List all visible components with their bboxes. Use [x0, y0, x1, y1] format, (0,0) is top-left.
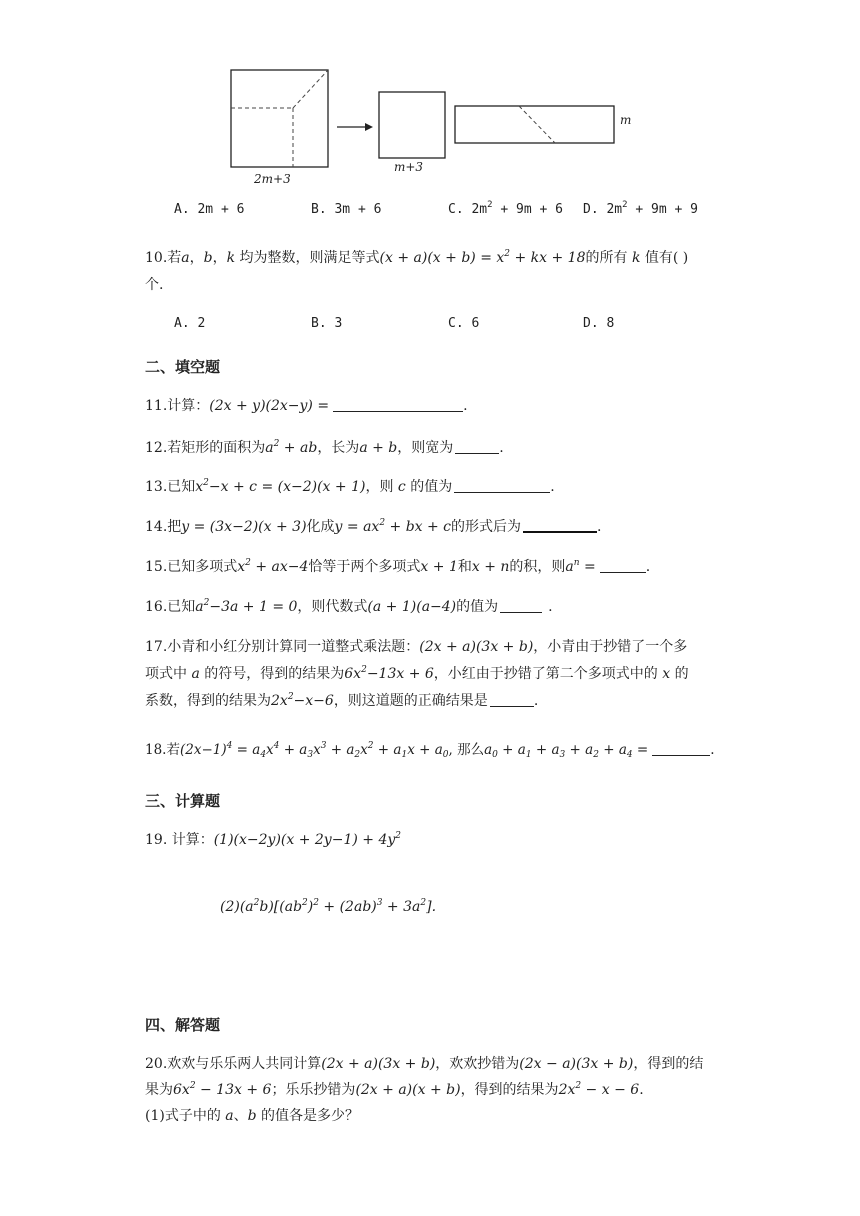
question-15	[145, 557, 650, 577]
section-heading-fill-in: 二、填空题	[145, 358, 221, 376]
text: .	[499, 440, 504, 456]
text: .	[710, 742, 715, 758]
option-letter: A.	[174, 316, 190, 331]
question-17-line3	[145, 691, 538, 711]
answer-blank[interactable]	[652, 742, 710, 756]
equation: a	[265, 440, 274, 456]
equation: −x−6	[293, 693, 334, 709]
dashed-cut-diag	[293, 70, 328, 108]
question-12	[145, 438, 504, 458]
equation: b)[(ab	[259, 899, 303, 915]
option-letter: D.	[583, 316, 599, 331]
equation: + a	[326, 742, 355, 758]
equation: )	[307, 899, 314, 915]
exponent: 2	[203, 598, 210, 608]
text: ，小青由于抄错了一个多	[533, 639, 688, 655]
equation: (2x + a)(3x + b)	[321, 1056, 436, 1072]
answer-blank[interactable]	[333, 398, 463, 412]
equation: + bx + c	[385, 519, 452, 535]
equation: + a	[373, 742, 402, 758]
text: 计算：	[167, 398, 210, 414]
text: 12.若矩形的面积为	[145, 440, 266, 456]
var: a	[181, 250, 190, 266]
text: 系数，得到的结果为	[145, 693, 271, 709]
var: x	[662, 666, 671, 682]
exponent: 2	[575, 1081, 582, 1091]
var: k	[631, 250, 641, 266]
q9-option-c[interactable]	[448, 202, 563, 217]
text: ，则这道题的正确结果是	[333, 693, 488, 709]
section-heading-answer: 四、解答题	[145, 1016, 221, 1034]
text: 、	[233, 1108, 248, 1124]
subscript: 1	[401, 750, 408, 760]
arrow-head	[365, 123, 373, 131]
text: ，得到的结果为	[460, 1082, 559, 1098]
option-letter: D.	[583, 202, 599, 217]
text: .	[597, 519, 602, 535]
option-letter: C.	[448, 316, 464, 331]
text: ，	[189, 250, 204, 266]
text: ，得到的结	[633, 1056, 704, 1072]
exponent: 2	[622, 200, 628, 210]
option-text: + 9m + 6	[492, 202, 564, 217]
q10-option-a[interactable]	[174, 316, 205, 331]
equation: =	[632, 742, 649, 758]
text: ，欢欢抄错为	[435, 1056, 520, 1072]
equation: x + n	[471, 559, 510, 575]
q10-option-d[interactable]	[583, 316, 614, 331]
question-18	[145, 740, 715, 760]
option-text: 8	[606, 316, 615, 331]
equation: (x + a)(x + b) = x	[379, 250, 505, 266]
q10-option-c[interactable]	[448, 316, 479, 331]
subscript: 0	[492, 750, 498, 760]
text: 化成	[306, 519, 335, 535]
q9-option-b[interactable]	[311, 202, 381, 217]
text: ，则宽为	[397, 440, 454, 456]
answer-blank[interactable]	[455, 440, 499, 454]
label-rectangle: m	[620, 113, 632, 127]
question-11	[145, 396, 468, 416]
text: , 那么	[448, 742, 485, 758]
question-14	[145, 517, 601, 537]
text: .	[463, 398, 468, 414]
exponent: 2	[361, 665, 367, 675]
equation: + (2ab)	[318, 899, 377, 915]
equation: + ax−4	[250, 559, 309, 575]
exponent: 4	[226, 741, 233, 751]
text: 的值各是多少？	[256, 1108, 360, 1124]
dashed-cut-rect	[519, 106, 555, 143]
equation: −3a + 1 = 0	[209, 599, 298, 615]
text: 的值为	[456, 599, 499, 615]
equation: (2x−1)	[179, 742, 227, 758]
text: .	[533, 693, 539, 709]
var: b	[247, 1108, 257, 1124]
equation: a + b	[359, 440, 398, 456]
option-letter: B.	[311, 316, 327, 331]
subscript: 4	[626, 750, 633, 760]
equation: = a	[232, 742, 261, 758]
text: 18.若	[145, 742, 180, 758]
equation: x	[360, 742, 368, 758]
question-number: 11.	[145, 398, 168, 414]
equation: =	[579, 559, 596, 575]
equation: + a	[279, 742, 308, 758]
option-text: 6	[471, 316, 480, 331]
option-text: + 9m + 9	[627, 202, 699, 217]
small-square	[379, 92, 445, 158]
question-20-line3	[145, 1106, 359, 1126]
text: 均为整数，则满足等式	[235, 250, 380, 266]
text: 的符号，得到的结果为	[199, 666, 345, 682]
text: .	[645, 559, 651, 575]
text: 15.已知多项式	[145, 559, 238, 575]
text: 17.小青和小红分别计算同一道整式乘法题：	[145, 639, 420, 655]
text: (1)式子中的	[145, 1108, 226, 1124]
equation: (2x + a)(3x + b)	[419, 639, 534, 655]
q9-option-a[interactable]	[174, 202, 244, 217]
equation: − x − 6	[581, 1082, 640, 1098]
exponent: 2	[395, 831, 402, 841]
text: ，则代数式	[297, 599, 368, 615]
var: a	[191, 666, 200, 682]
exponent: n	[573, 558, 580, 568]
equation: + ab	[279, 440, 318, 456]
equation: (a + 1)(a−4)	[367, 599, 457, 615]
question-19-part2	[220, 897, 436, 917]
equation: (1)(x−2y)(x + 2y−1) + 4y	[213, 832, 396, 848]
subscript: 2	[593, 750, 599, 760]
label-big-square: 2m+3	[254, 172, 291, 186]
subscript: 3	[559, 750, 566, 760]
text: 和	[457, 559, 472, 575]
question-19	[145, 830, 401, 850]
equation: (2x − a)(3x + b)	[519, 1056, 634, 1072]
text: 的积，则	[509, 559, 566, 575]
question-20-line1	[145, 1054, 703, 1074]
equation: x	[266, 742, 274, 758]
equation: x + a	[407, 742, 443, 758]
exponent: 3	[376, 898, 383, 908]
option-letter: A.	[174, 202, 190, 217]
text: 20.欢欢与乐乐两人共同计算	[145, 1056, 322, 1072]
text: 的	[670, 666, 689, 682]
text: 的形式后为	[451, 519, 522, 535]
text: 的所有	[585, 250, 632, 266]
equation: + a	[598, 742, 627, 758]
answer-blank[interactable]	[500, 599, 542, 613]
question-17-line1	[145, 637, 687, 657]
exponent: 2	[504, 249, 511, 259]
text: ；乐乐抄错为	[271, 1082, 356, 1098]
var: k	[226, 250, 236, 266]
equation: (2x + y)(2x−y) =	[209, 398, 330, 414]
exponent: 2	[313, 898, 319, 908]
option-text: 3	[334, 316, 343, 331]
exponent: 2	[273, 439, 280, 449]
question-16	[145, 597, 553, 617]
option-text: 2m + 6	[197, 202, 245, 217]
equation: y = ax	[334, 519, 380, 535]
equation: y = (3x−2)(x + 3)	[181, 519, 307, 535]
var: b	[203, 250, 213, 266]
text: .	[550, 479, 555, 495]
equation: 6x	[173, 1082, 190, 1098]
equation: 2x	[271, 693, 288, 709]
large-square	[231, 70, 328, 167]
q9-option-d[interactable]	[583, 202, 698, 217]
subscript: 4	[260, 750, 267, 760]
answer-blank[interactable]	[454, 479, 550, 493]
option-text: 2m	[471, 202, 488, 217]
text: 14.把	[145, 519, 182, 535]
question-10-line2: 个.	[145, 277, 164, 293]
var: c	[397, 479, 406, 495]
subscript: 2	[354, 750, 361, 760]
equation: 2x	[558, 1082, 576, 1098]
text: 恰等于两个多项式	[308, 559, 421, 575]
equation: −x + c = (x−2)(x + 1)	[208, 479, 366, 495]
answer-blank[interactable]	[523, 518, 597, 533]
label-small-square: m+3	[394, 160, 424, 174]
option-text: 2m	[606, 202, 623, 217]
equation: (2)(a	[220, 899, 254, 915]
equation: 6x	[344, 666, 362, 682]
exponent: 2	[253, 898, 260, 908]
question-10	[145, 248, 688, 268]
option-letter: C.	[448, 202, 464, 217]
equation: x	[313, 742, 321, 758]
exponent: 2	[203, 478, 209, 488]
equation: x	[237, 559, 246, 575]
equation: + a	[497, 742, 526, 758]
text: 果为	[145, 1082, 173, 1098]
text: ，则	[365, 479, 398, 495]
text: ，	[212, 250, 227, 266]
q10-option-b[interactable]	[311, 316, 342, 331]
equation: x + 1	[420, 559, 458, 575]
text: ，小红由于抄错了第二个多项式中的	[433, 666, 663, 682]
question-17-line2	[145, 664, 689, 684]
text: 若	[167, 250, 182, 266]
var: a	[225, 1108, 234, 1124]
exponent: 2	[302, 898, 308, 908]
long-rectangle	[455, 106, 614, 143]
question-number: 10.	[145, 250, 168, 266]
equation: + 3a	[382, 899, 421, 915]
equation: x	[195, 479, 204, 495]
answer-blank[interactable]	[600, 559, 646, 573]
text: 的值为	[405, 479, 453, 495]
equation: a	[484, 742, 493, 758]
question-20-line2	[145, 1080, 644, 1100]
equation: ].	[426, 899, 437, 915]
equation: + a	[531, 742, 560, 758]
equation: − 13x + 6	[195, 1082, 272, 1098]
subscript: 0	[442, 750, 449, 760]
subscript: 1	[525, 750, 532, 760]
question-13	[145, 477, 555, 497]
option-letter: B.	[311, 202, 327, 217]
exponent: 2	[287, 692, 294, 702]
text: 项式中	[145, 666, 192, 682]
subscript: 3	[307, 750, 314, 760]
exponent: 2	[367, 741, 374, 751]
text: .	[639, 1082, 644, 1098]
text: 16.已知	[145, 599, 196, 615]
text: 值有( )	[640, 250, 689, 266]
exponent: 2	[245, 558, 251, 568]
equation: + a	[565, 742, 594, 758]
answer-blank[interactable]	[490, 693, 534, 707]
text: 19. 计算：	[145, 832, 214, 848]
text: ，长为	[317, 440, 360, 456]
exponent: 2	[420, 898, 427, 908]
equation: −13x + 6	[366, 666, 434, 682]
text: .	[548, 599, 553, 615]
exponent: 2	[487, 200, 493, 210]
exponent: 3	[320, 741, 327, 751]
equation: a	[565, 559, 574, 575]
equation: + kx + 18	[510, 250, 586, 266]
text: 13.已知	[145, 479, 196, 495]
exponent: 2	[379, 518, 386, 528]
exponent: 4	[273, 741, 280, 751]
option-text: 2	[197, 316, 206, 331]
option-text: 3m + 6	[334, 202, 382, 217]
section-heading-calculation: 三、计算题	[145, 792, 221, 810]
equation: (2x + a)(x + b)	[355, 1082, 461, 1098]
equation: a	[195, 599, 204, 615]
exponent: 2	[189, 1081, 196, 1091]
